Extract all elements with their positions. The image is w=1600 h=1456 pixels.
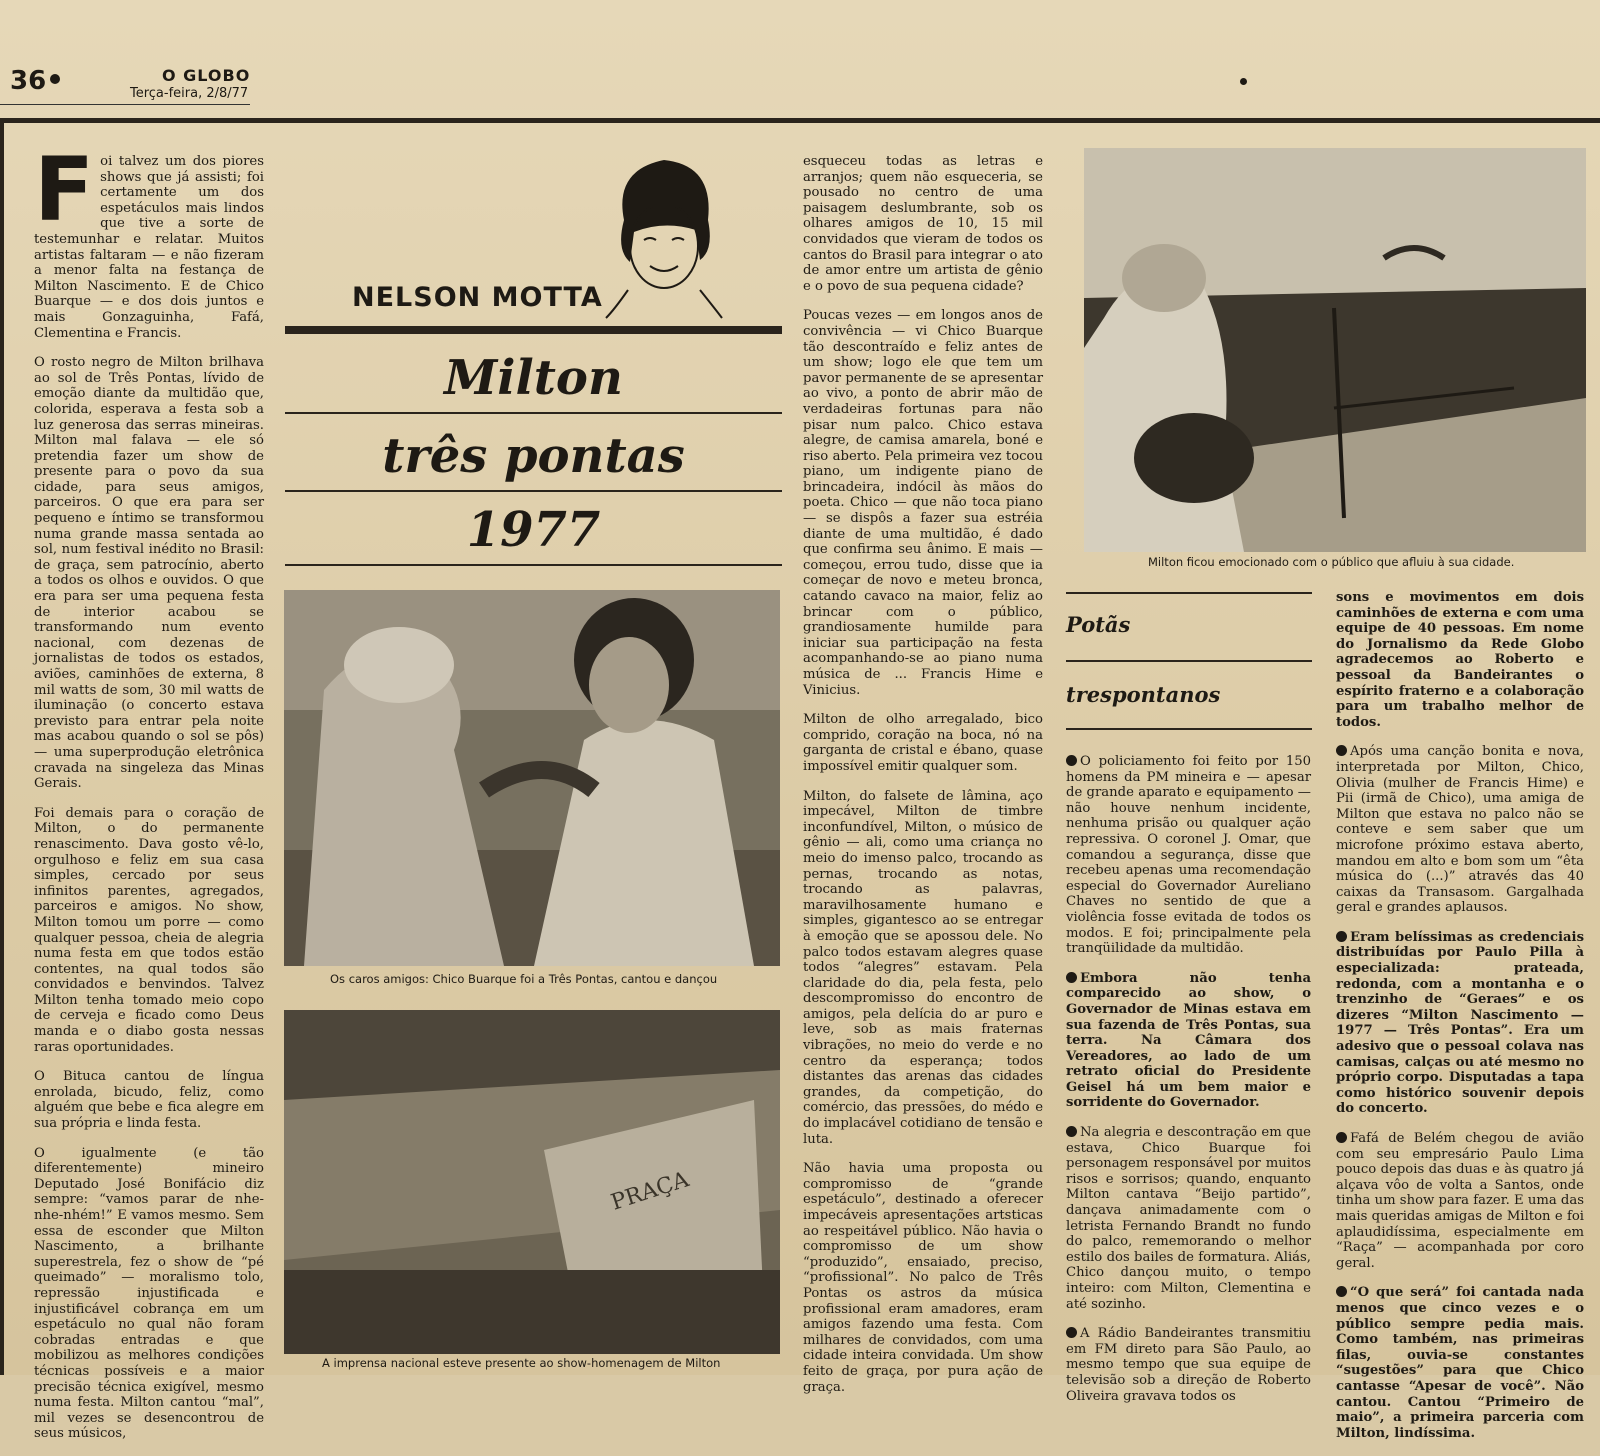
headline-divider [285, 564, 782, 566]
headline-top-rule [285, 326, 782, 334]
sidebar-title-1: Potãs [1066, 612, 1131, 637]
list-item [1336, 744, 1584, 916]
header-divider [0, 104, 250, 105]
sidebar-title-2: trespontanos [1066, 682, 1221, 707]
paragraph: Não havia uma proposta ou compromisso de “grande espetáculo”, destinado a oferecer impecáveis apresentações artsticas ao respeitável público. Não havia o compromisso de um show “produzido”, ensaiado, preciso, “profissional”. No palco de Três Pontas os astros da música profissional eram amadores, eram amigos fazendo uma festa. Com milhares de convidados, com uma cidade inteira convidada. Um show feito de graça, por pura ação de graça. [803, 1161, 1043, 1395]
paragraph-text: oi talvez um dos piores shows que já assisti; foi certamente um dos espetáculos mais lindos que tive a sorte de testemunhar e relatar. Muitos artistas faltaram — e não fizeram a menor falta na festança de Milton Nascimento. E de Chico Buarque — e dos dois juntos e mais Gonzaguinha, Fafá, Clementina e Francis. [34, 154, 264, 341]
headline-divider [285, 412, 782, 414]
paragraph: sons e movimentos em dois caminhões de externa e com uma equipe de 40 pessoas. Em nome do Jornalismo da Rede Globo agradecemos ao Roberto e pessoal da Bandeirantes o espírito fraterno e a colaboração para um trabalho melhor de todos. [1336, 590, 1584, 730]
list-item-text: Eram belíssimas as credenciais distribuídas por Paulo Pilla à especializada: prateada, redonda, com a montanha e o trenzinho de “Geraes” e os dizeres “Milton Nascimento — 1977 — Três Pontas”. Era um adesivo que o pessoal colava nas camisas, calças ou até mesmo no próprio corpo. Disputadas a tapa como histórico souvenir depois do concerto. [1336, 929, 1584, 1117]
sidebar-rule [1066, 660, 1312, 662]
drop-cap: F [34, 138, 95, 241]
list-item-text: “O que será” foi cantada nada menos que cinco vezes e o público sempre pedia mais. Como também, nas primeiras filas, ouvia-se constantes “sugestões” para que Chico cantasse “Apesar de você”. Não cantou. Cantou “Primeiro de maio”, a primeira parceria com Milton, lindíssima. [1336, 1285, 1584, 1441]
list-item-text: Fafá de Belém chegou de avião com seu empresário Paulo Lima pouco depois das duas e às quatro já alçava vôo de volta a Santos, onde tinha um show para fazer. E uma das mais queridas amigas de Milton e foi aplaudidíssima, especialmente em “Raça” — acompanhada por coro geral. [1336, 1131, 1584, 1271]
photo-milton-stage [1084, 148, 1586, 552]
newspaper-name: O GLOBO [162, 66, 251, 85]
page-top-rule [0, 118, 1600, 123]
sidebar-rule [1066, 592, 1312, 594]
author-byline: NELSON MOTTA [352, 282, 603, 313]
paragraph: O Bituca cantou de língua enrolada, bicudo, feliz, como alguém que bebe e fica alegre em sua própria e linda festa. [34, 1069, 264, 1132]
photo-chico-milton [284, 590, 780, 966]
list-item [1066, 1125, 1311, 1312]
article-column-5 [1336, 590, 1584, 1455]
bullet-icon [50, 74, 60, 84]
list-item [1066, 1326, 1311, 1404]
list-item [1336, 930, 1584, 1117]
author-portrait-icon [604, 150, 724, 320]
headline-divider [285, 490, 782, 492]
bullet-icon [1066, 1126, 1077, 1137]
paragraph: O rosto negro de Milton brilhava ao sol de Três Pontas, lívido de emoção diante da multidão que, colorida, esperava a festa sob a luz generosa das serras mineiras. Milton mal falava — ele só pretendia fazer um show de presente para o povo da sua cidade, para seus amigos, parceiros. O que era para ser pequeno e íntimo se transformou numa grande massa sentada ao sol, num festival inédito no Brasil: de graça, sem patrocínio, aberto a todos os olhos e ouvidos. O que era para ser uma pequena festa de interior acabou se transformando num evento nacional, com dezenas de jornalistas de todos os estados, aviões, caminhões de externa, 8 mil watts de som, 30 mil watts de iluminação (o concerto estava previsto para entrar pela noite mas acabou quando o sol se pôs) — uma superprodução eletrônica cravada na singeleza das Minas Gerais. [34, 355, 264, 792]
photo-caption: A imprensa nacional esteve presente ao show-homenagem de Milton [322, 1356, 721, 1370]
paragraph: O igualmente (e tão diferentemente) mineiro Deputado José Bonifácio diz sempre: “vamos parar de nhe-nhe-nhém!” E vamos mesmo. Sem essa de esconder que Milton Nascimento, a brilhante superestrela, fez o show de “pé queimado” — moralismo tolo, repressão injustificada e injustificável cobrança em um espetáculo no qual não foram cobradas entradas e que mobilizou as melhores condições técnicas possíveis e a maior precisão técnica exigível, mesmo numa festa. Milton cantou “mal”, mil vezes se desencontrou de seus músicos, [34, 1145, 264, 1442]
headline-line-2: três pontas [382, 428, 685, 484]
bullet-icon [1066, 755, 1077, 766]
list-item-text: Embora não tenha comparecido ao show, o Governador de Minas estava em sua fazenda de Três Pontas, sua terra. Na Câmara dos Vereadores, ao lado de um retrato oficial do Presidente Geisel há um bem maior e sorridente do Governador. [1066, 970, 1311, 1111]
bullet-icon [1066, 972, 1077, 983]
paragraph: esqueceu todas as letras e arranjos; quem não esqueceria, se pousado no centro de uma paisagem deslumbrante, sob os olhares amigos de 10, 15 mil convidados que vieram de todos os cantos do Brasil para integrar o ato de amor entre um artista de gênio e o povo de sua pequena cidade? [803, 154, 1043, 294]
ink-spot [1240, 78, 1247, 85]
paragraph: Milton, do falsete de lâmina, aço impecável, Milton de timbre inconfundível, Milton, o músico de gênio — ali, como uma criança no meio do imenso palco, trocando as pernas, trocando as notas, trocando as palavras, maravilhosamente humano e simples, gigantesco ao se entregar à emoção que se apossou dele. No palco todos estavam alegres quase todos “alegres” estavam. Pela claridade do dia, pela festa, pelo descompromisso do encontro de amigos, pela delícia do ar puro e leve, sob as mais fraternas vibrações, no meio do verde e no centro da esperança; todos distantes das arenas das cidades grandes, da competição, do comércio, das pressões, do médo e do implacável cotidiano de tensão e luta. [803, 788, 1043, 1147]
sidebar-column [1066, 754, 1311, 1418]
page-header [0, 0, 1600, 112]
list-item-text: A Rádio Bandeirantes transmitiu em FM direto para São Paulo, ao mesmo tempo que sua equipe de televisão sob a direção de Roberto Oliveira gravava todos os [1066, 1326, 1311, 1404]
sidebar-rule [1066, 728, 1312, 730]
list-item-text: Na alegria e descontração em que estava, Chico Buarque foi personagem responsável por muitos risos e sorrisos; quando, enquanto Milton cantava “Beijo partido”, dançava animadamente com o letrista Fernando Brandt no fundo do palco, rememorando o melhor estilo dos bailes de formatura. Aliás, Chico dançou muito, o tempo inteiro: com Milton, Clementina e até sozinho. [1066, 1125, 1311, 1312]
list-item-text: O policiamento foi feito por 150 homens da PM mineira e — apesar de grande aparato e equipamento — não houve nenhum incidente, nenhuma prisão ou qualquer ação repressiva. O coronel J. Omar, que comandou a segurança, disse que recebeu apenas uma recomendação especial do Governador Aureliano Chaves no sentido de que a violência fosse evitada de todos os modos. E foi; principalmente pela tranqüilidade da multidão. [1066, 754, 1311, 957]
list-item [1336, 1131, 1584, 1271]
list-item [1336, 1285, 1584, 1441]
article-column-1 [34, 138, 264, 1456]
bullet-icon [1066, 1327, 1077, 1338]
paragraph [34, 138, 264, 341]
photo-press-crowd [284, 1010, 780, 1354]
bullet-icon [1336, 1286, 1347, 1297]
issue-date: Terça-feira, 2/8/77 [130, 86, 249, 101]
article-column-3 [803, 154, 1043, 1409]
list-item [1066, 754, 1311, 957]
bullet-icon [1336, 1132, 1347, 1143]
list-item-text: Após uma canção bonita e nova, interpretada por Milton, Chico, Olivia (mulher de Francis Hime) e Pii (irmã de Chico), uma amiga de Milton que estava no palco não se conteve e sem saber que um microfone próximo estava aberto, mandou em alto e bom som um “êta música do (...)” através das 40 caixas da Transasom. Gargalhada geral e grandes aplausos. [1336, 744, 1584, 916]
paragraph: Milton de olho arregalado, bico comprido, coração na boca, nó na garganta de cristal e ébano, quase impossível emitir qualquer som. [803, 712, 1043, 774]
page-number: 36 [10, 66, 47, 96]
paragraph: Poucas vezes — em longos anos de convivência — vi Chico Buarque tão descontraído e feliz antes de um show; logo ele que tem um pavor permanente de se apresentar ao vivo, a ponto de abrir mão de verdadeiras fortunas para não pisar num palco. Chico estava alegre, de camisa amarela, boné e riso aberto. Pela primeira vez tocou piano, um indigente piano de brincadeira, indócil às mãos do poeta. Chico — que não toca piano — se dispôs a fazer sua estréia diante de uma multidão, é dado que confirma seu ânimo. E mais — começou, errou tudo, disse que ia começar de novo e meteu bronca, catando cavaco na maior, feliz ao brincar com o público, grandiosamente humilde para iniciar sua participação na festa acompanhando-se ao piano numa música de ... Francis Hime e Vinicius. [803, 308, 1043, 698]
list-item [1066, 971, 1311, 1111]
paragraph: Foi demais para o coração de Milton, o do permanente renascimento. Dava gosto vê-lo, orgulhoso e feliz em sua casa simples, cercado por seus infinitos parentes, agregados, parceiros e amigos. No show, Milton tomou um porre — como qualquer pessoa, cheia de alegria numa festa em que todos estão contentes, na qual todos são convidados e benvindos. Talvez Milton tenha tomado meio copo de cerveja e ficado como Deus manda e o diabo gosta nessas raras oportunidades. [34, 805, 264, 1055]
headline-line-1: Milton [444, 350, 623, 406]
page-left-rule [0, 118, 4, 1375]
headline-line-3: 1977 [466, 502, 601, 558]
bullet-icon [1336, 931, 1347, 942]
bullet-icon [1336, 745, 1347, 756]
photo-caption: Os caros amigos: Chico Buarque foi a Três Pontas, cantou e dançou [330, 972, 718, 986]
svg-text:PRAÇA: PRAÇA [608, 1167, 692, 1216]
photo-caption: Milton ficou emocionado com o público que afluiu à sua cidade. [1148, 555, 1515, 569]
